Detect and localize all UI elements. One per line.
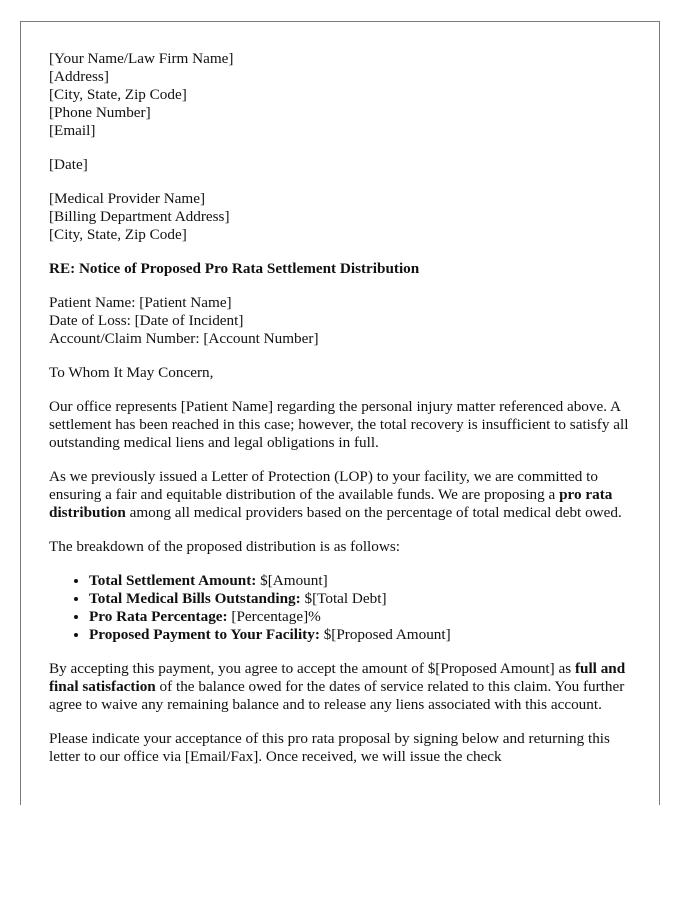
- recipient-name: [Medical Provider Name]: [49, 190, 206, 207]
- breakdown-label: Total Settlement Amount:: [89, 572, 257, 589]
- sender-block: [49, 50, 635, 140]
- breakdown-value: [Percentage]%: [227, 608, 321, 625]
- list-item: [89, 590, 635, 608]
- sender-name: [Your Name/Law Firm Name]: [49, 50, 234, 67]
- paragraph-representation: Our office represents [Patient Name] regarding the personal injury matter referenced above. A settlement has been reached in this case; however, the total recovery is insufficient to satisfy all outstanding medical liens and legal obligations in full.: [49, 398, 629, 451]
- subject-line: [49, 260, 635, 278]
- list-item: [89, 572, 635, 590]
- full-satisfaction-emphasis: full and final satisfaction: [49, 660, 626, 695]
- patient-name-line: Patient Name: [Patient Name]: [49, 294, 232, 311]
- paragraph-instructions: Please indicate your acceptance of this pro rata proposal by signing below and returning this letter to our office via [Email/Fax]. Once received, we will issue the check: [49, 730, 610, 765]
- account-number-line: Account/Claim Number: [Account Number]: [49, 330, 319, 347]
- paragraph-acceptance-terms: [49, 660, 635, 714]
- letter-body: [49, 50, 635, 782]
- breakdown-label: Pro Rata Percentage:: [89, 608, 228, 625]
- recipient-block: [49, 190, 635, 244]
- breakdown-value: $[Proposed Amount]: [319, 626, 451, 643]
- breakdown-value: $[Amount]: [256, 572, 328, 589]
- date-of-loss-line: Date of Loss: [Date of Incident]: [49, 312, 244, 329]
- sender-email: [Email]: [49, 122, 96, 139]
- date-text: [Date]: [49, 156, 88, 173]
- pro-rata-emphasis: pro rata distribution: [49, 486, 613, 521]
- breakdown-list: [49, 572, 635, 644]
- paragraph-lop: [49, 468, 635, 522]
- recipient-city-state-zip: [City, State, Zip Code]: [49, 226, 187, 243]
- sender-address: [Address]: [49, 68, 109, 85]
- salutation: To Whom It May Concern,: [49, 364, 214, 381]
- list-item: [89, 608, 635, 626]
- subject-text: RE: Notice of Proposed Pro Rata Settlement Distribution: [49, 260, 420, 277]
- letter-date: [49, 156, 635, 174]
- breakdown-label: Proposed Payment to Your Facility:: [89, 626, 320, 643]
- breakdown-label: Total Medical Bills Outstanding:: [89, 590, 301, 607]
- paragraph-lop-text-1: As we previously issued a Letter of Protection (LOP) to your facility, we are committed to ensuring a fair and equitable distribution of the available funds. We are proposing a: [49, 468, 598, 503]
- sender-phone: [Phone Number]: [49, 104, 151, 121]
- breakdown-intro: The breakdown of the proposed distribution is as follows:: [49, 538, 400, 555]
- paragraph-lop-text-2: among all medical providers based on the percentage of total medical debt owed.: [125, 504, 622, 521]
- sender-city-state-zip: [City, State, Zip Code]: [49, 86, 187, 103]
- case-info-block: [49, 294, 635, 348]
- paragraph-terms-text-2: of the balance owed for the dates of service related to this claim. You further agree to waive any remaining balance and to release any liens associated with this account.: [49, 678, 625, 713]
- letter-page: [20, 21, 660, 805]
- list-item: [89, 626, 635, 644]
- breakdown-value: $[Total Debt]: [300, 590, 387, 607]
- paragraph-terms-text-1: By accepting this payment, you agree to accept the amount of $[Proposed Amount] as: [49, 660, 575, 677]
- recipient-address: [Billing Department Address]: [49, 208, 230, 225]
